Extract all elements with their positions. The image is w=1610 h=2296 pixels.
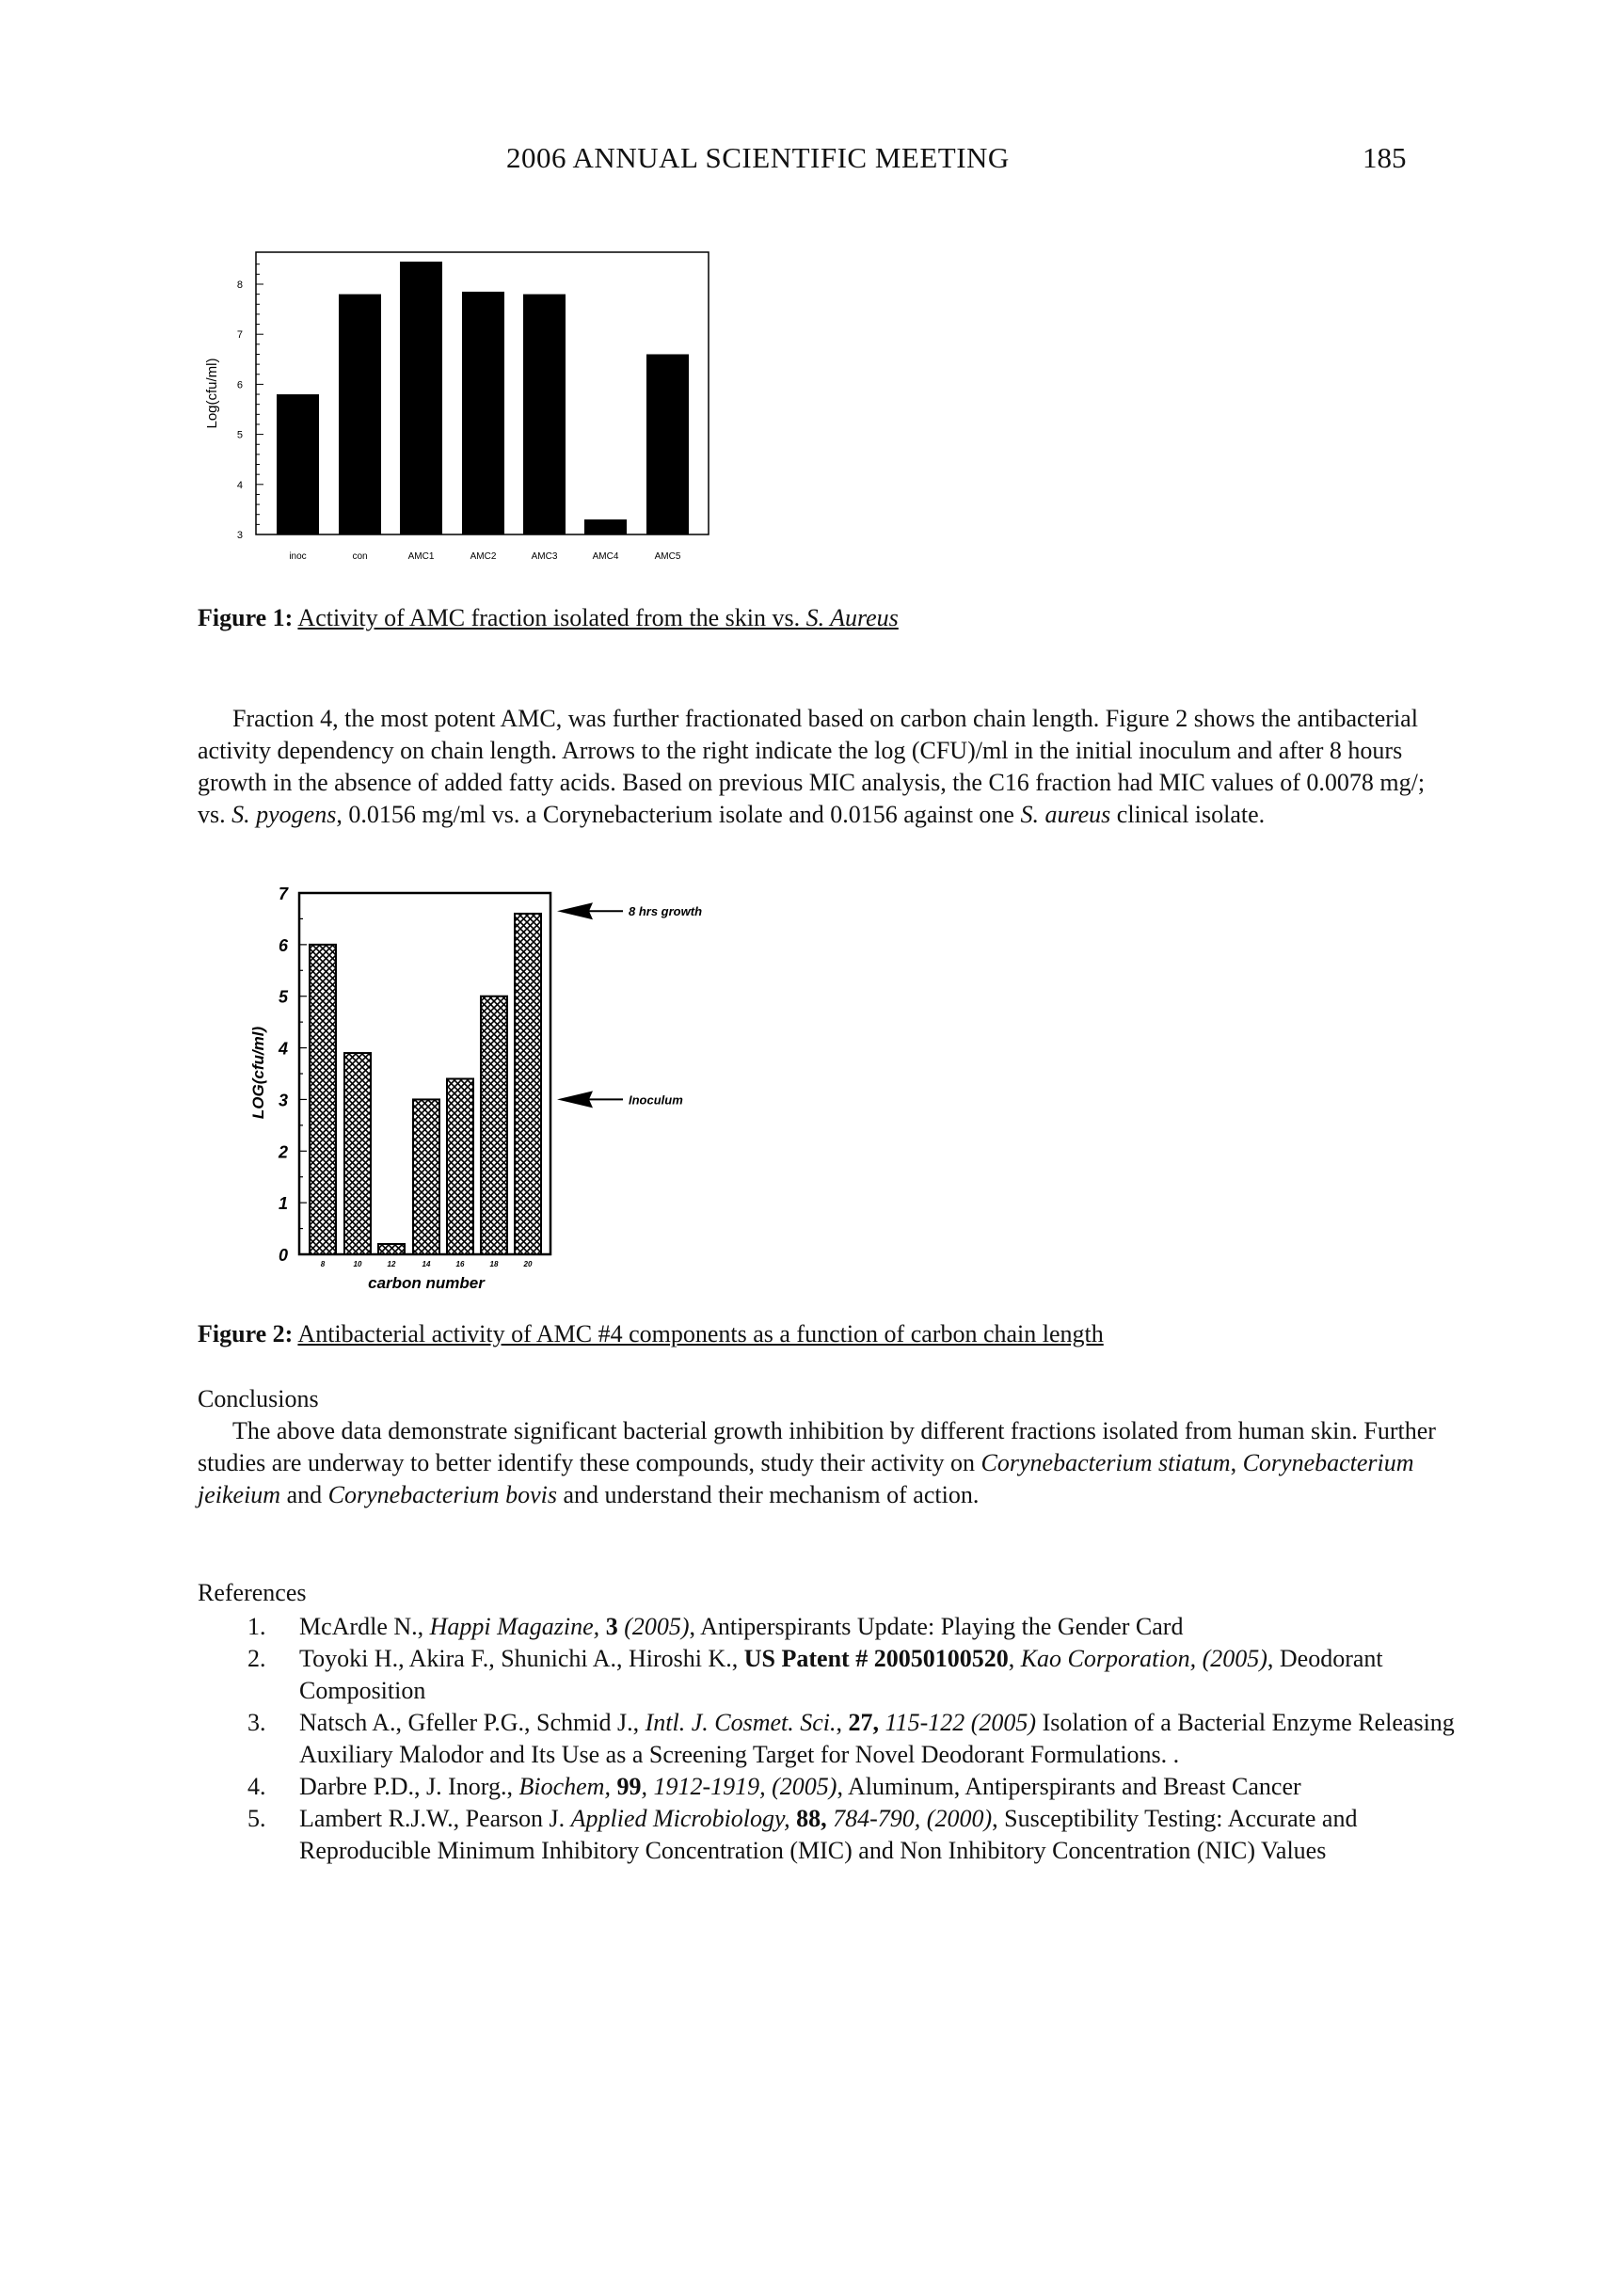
conclusions-paragraph: The above data demonstrate significant bacterial growth inhibition by different fractions isolated from human skin. Further studies are underway to better identify these compounds, study their activity on Corynebacterium stiatum, Corynebacterium jeikeium and Corynebacterium bovis and understand their mechanism of action.: [198, 1417, 1436, 1508]
annotation-arrow-icon: [557, 902, 623, 919]
x-tick-label: AMC2: [470, 551, 497, 562]
annotation-arrow-icon: [557, 1091, 623, 1108]
y-tick-label: 4: [236, 479, 243, 491]
y-tick-label: 5: [278, 987, 288, 1007]
y-tick-label: 3: [236, 530, 243, 541]
conclusions-heading: Conclusions: [198, 1385, 319, 1412]
page-number: 185: [1363, 141, 1407, 174]
bar-carbon-10: [344, 1053, 371, 1254]
figure-2-caption-label: Figure 2:: [198, 1320, 294, 1347]
annotation-label: 8 hrs growth: [629, 904, 703, 919]
figure-1-caption-text: Activity of AMC fraction isolated from the skin vs. S. Aureus: [297, 604, 899, 631]
reference-item-4: 4. Darbre P.D., J. Inorg., Biochem, 99, 1912-1919, (2005), Aluminum, Antiperspirants and Breast Cancer: [247, 1773, 1301, 1800]
body-paragraph-fraction4: Fraction 4, the most potent AMC, was further fractionated based on carbon chain length. Figure 2 shows the antibacterial activity dependency on chain length. Arrows to the right indicate the log (CFU)/ml in the initial inoculum and after 8 hours growth in the absence of added fatty acids. Based on previous MIC analysis, the C16 fraction had MIC values of 0.0078 mg/; vs. S. pyogens, 0.0156 mg/ml vs. a Corynebacterium isolate and 0.0156 against one S. aureus clinical isolate.: [198, 705, 1426, 828]
x-axis-label: carbon number: [368, 1274, 485, 1292]
x-tick-label: 18: [489, 1260, 499, 1268]
y-tick-label: 4: [278, 1039, 288, 1059]
bar-carbon-12: [378, 1244, 405, 1254]
y-axis-label: Log(cfu/ml): [204, 358, 220, 429]
x-tick-label: 16: [455, 1260, 465, 1268]
x-tick-label: 10: [353, 1260, 362, 1268]
bar-carbon-16: [447, 1078, 473, 1254]
x-tick-label: AMC4: [592, 551, 619, 562]
annotation-label: Inoculum: [629, 1092, 683, 1108]
y-tick-label: 7: [236, 329, 243, 342]
y-tick-label: 6: [236, 379, 243, 391]
references-list: [198, 1611, 1457, 1867]
y-tick-label: 7: [278, 885, 288, 903]
reference-item-1: 1. McArdle N., Happi Magazine, 3 (2005), Antiperspirants Update: Playing the Gender Card: [247, 1613, 1184, 1640]
x-tick-label: 20: [523, 1260, 533, 1268]
y-tick-label: 2: [278, 1142, 288, 1162]
reference-item-3: 3. Natsch A., Gfeller P.G., Schmid J., Intl. J. Cosmet. Sci., 27, 115-122 (2005) Isolation of a Bacterial Enzyme Releasing Auxiliary Malodor and Its Use as a Screening Target for Novel Deodorant Formulations. .: [247, 1709, 1455, 1768]
x-tick-label: con: [352, 551, 368, 562]
bar-carbon-20: [515, 914, 541, 1254]
x-tick-label: AMC3: [531, 551, 558, 562]
x-tick-label: 14: [422, 1260, 431, 1268]
bar-carbon-8: [310, 945, 336, 1254]
x-tick-label: inoc: [289, 551, 307, 562]
y-tick-label: 0: [278, 1246, 288, 1265]
figure-1-caption-label: Figure 1:: [198, 604, 294, 631]
x-tick-label: 12: [387, 1260, 396, 1268]
x-tick-label: AMC1: [407, 551, 435, 562]
bar-carbon-14: [413, 1099, 439, 1254]
reference-item-5: 5. Lambert R.J.W., Pearson J. Applied Microbiology, 88, 784-790, (2000), Susceptibility Testing: Accurate and Reproducible Minimum Inhibitory Concentration (MIC) and Non Inhibitory Concentration (NIC) Values: [247, 1805, 1358, 1864]
y-tick-label: 8: [236, 279, 243, 291]
figure-2-caption-text: Antibacterial activity of AMC #4 components as a function of carbon chain length: [297, 1320, 1104, 1347]
x-tick-label: 8: [320, 1260, 326, 1268]
y-axis-label: LOG(cfu/ml): [249, 1026, 267, 1120]
x-tick-label: AMC5: [654, 551, 681, 562]
figure-2-caption: [198, 1320, 1104, 1348]
y-tick-label: 5: [236, 429, 243, 441]
bar-carbon-18: [481, 997, 507, 1254]
reference-item-2: 2. Toyoki H., Akira F., Shunichi A., Hiroshi K., US Patent # 20050100520, Kao Corporation, (2005), Deodorant Composition: [247, 1645, 1383, 1704]
references-heading: References: [198, 1579, 307, 1606]
running-header-title: 2006 ANNUAL SCIENTIFIC MEETING: [506, 141, 1010, 174]
y-tick-label: 1: [278, 1194, 288, 1214]
y-tick-label: 3: [278, 1091, 288, 1110]
y-tick-label: 6: [278, 935, 288, 955]
